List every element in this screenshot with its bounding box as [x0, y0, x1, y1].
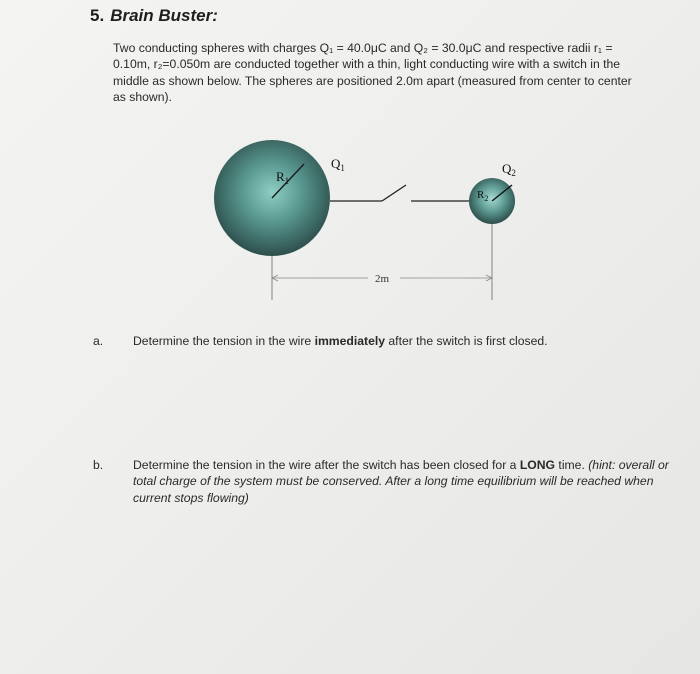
- distance-label: 2m: [375, 273, 390, 285]
- question-a-letter: a.: [93, 334, 104, 348]
- spheres-diagram: [200, 140, 540, 310]
- label-q1: $Q_1$: [331, 156, 345, 173]
- question-a-emphasis: immediately: [314, 334, 386, 348]
- label-r2: $R_2$: [477, 189, 489, 203]
- switch-lever: [382, 185, 406, 201]
- problem-number: 5.: [90, 6, 105, 25]
- question-b-hint: (hint: overall or total charge of the system must be conserved. After a long time equilibrium will be reached when current stops flowing): [133, 458, 669, 505]
- label-q2: $Q_2$: [502, 161, 516, 178]
- problem-statement: Two conducting spheres with charges Q₁ = 40.0μC and Q₂ = 30.0μC and respective radii r₁ = 0.10m, r₂=0.050m are conducted together with a thin, light conducting wire with a switch in the middle as shown below. The spheres are positioned 2.0m apart (measured from center to center as shown).: [113, 41, 632, 105]
- question-b: b. Determine the tension in the wire after the switch has been closed for a LONG time. (hint: overall or total charge of the system must be conserved. After a long time equilibrium will be reached when current stops flowing): [93, 458, 669, 505]
- question-b-letter: b.: [93, 458, 104, 472]
- problem-title: Brain Buster:: [110, 6, 218, 25]
- label-r1: $R_1$: [276, 169, 290, 186]
- question-b-emphasis: LONG: [519, 458, 556, 472]
- question-a: a. Determine the tension in the wire immediately after the switch is first closed.: [93, 334, 548, 348]
- problem-heading: [90, 6, 218, 26]
